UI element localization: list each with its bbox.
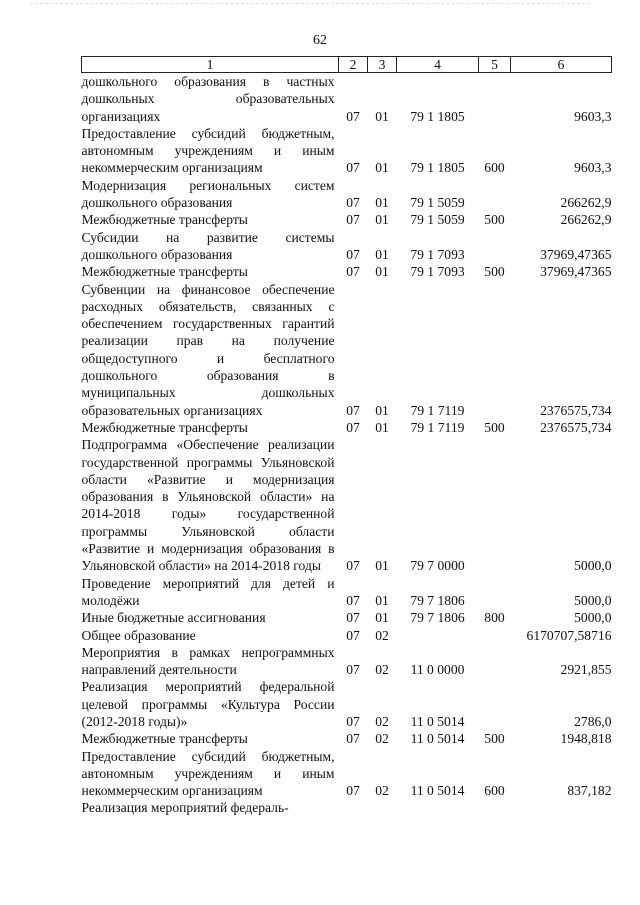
- row-expense-type: [479, 644, 511, 679]
- table-row: [82, 730, 612, 747]
- row-expense-type: [479, 627, 511, 644]
- row-target-code: 79 1 7119: [410, 419, 465, 435]
- row-subsection: 01: [375, 160, 389, 176]
- scan-artifact-line: [30, 3, 590, 10]
- row-section: 07: [346, 419, 360, 435]
- row-description: дошкольного образования в частных дошкольных образовательных организациях: [81, 74, 335, 124]
- row-target-code: 79 1 7093: [410, 264, 465, 280]
- row-amount: [511, 799, 612, 816]
- row-subsection: 01: [375, 419, 389, 435]
- row-subsection: 01: [375, 558, 389, 574]
- row-subsection: 02: [375, 662, 389, 678]
- row-section: 07: [346, 783, 360, 799]
- row-subsection: 01: [375, 195, 389, 211]
- row-subsection: 01: [375, 246, 389, 262]
- row-expense-type: [479, 678, 511, 730]
- table-row: [82, 678, 612, 730]
- table-row: [82, 263, 612, 280]
- row-section: 07: [346, 212, 360, 228]
- row-description: Межбюджетные трансферты: [81, 731, 248, 747]
- table-row: [82, 419, 612, 436]
- row-expense-type: [479, 281, 511, 419]
- header-col-5: 5: [479, 57, 511, 73]
- table-row: [82, 229, 612, 264]
- row-section: 07: [346, 108, 360, 124]
- table-row: [82, 436, 612, 574]
- row-subsection: 01: [375, 610, 389, 626]
- row-expense-type: [479, 575, 511, 610]
- row-target-code: 79 1 1805: [410, 160, 465, 176]
- row-amount: 37969,47365: [540, 246, 612, 262]
- row-description: Предоставление субсидий бюджетным, автономным учреждениям и иным некоммерческим организациям: [81, 748, 335, 799]
- row-subsection: 02: [375, 627, 389, 643]
- row-subsection: 02: [375, 713, 389, 729]
- row-amount: 5000,0: [574, 592, 612, 608]
- row-expense-type: [479, 799, 511, 816]
- row-amount: 2921,855: [560, 662, 612, 678]
- row-target-code: 79 1 1805: [410, 108, 465, 124]
- row-amount: 2786,0: [574, 713, 612, 729]
- row-target-code: 79 1 7093: [410, 246, 465, 262]
- table-row: [82, 211, 612, 228]
- row-expense-type: [479, 436, 511, 574]
- row-description: Проведение мероприятий для детей и молодёжи: [81, 575, 335, 608]
- page-number: 62: [313, 33, 327, 48]
- row-expense-type: 600: [484, 783, 505, 799]
- row-expense-type: 500: [484, 212, 505, 228]
- row-expense-type: 800: [484, 610, 505, 626]
- header-col-2: 2: [339, 57, 368, 73]
- row-description: Межбюджетные трансферты: [81, 212, 248, 228]
- row-expense-type: [479, 73, 511, 125]
- row-description: Мероприятия в рамках непрограммных направлений деятельности: [81, 644, 335, 678]
- row-section: 07: [346, 627, 360, 643]
- table-body: [82, 73, 612, 817]
- row-subsection: 01: [375, 592, 389, 608]
- table-row: [82, 748, 612, 800]
- row-amount: 37969,47365: [540, 264, 612, 280]
- header-col-6: 6: [511, 57, 612, 73]
- row-target-code: 79 7 1806: [410, 592, 465, 608]
- table-row: [82, 281, 612, 419]
- header-col-1: 1: [82, 57, 339, 73]
- row-expense-type: 500: [484, 731, 505, 747]
- table-header: [82, 57, 612, 73]
- row-amount: 266262,9: [560, 212, 612, 228]
- row-section: 07: [346, 662, 360, 678]
- row-description: Модернизация региональных систем дошкольного образования: [81, 177, 335, 211]
- row-description: Межбюджетные трансферты: [81, 419, 248, 435]
- table-row: [82, 627, 612, 644]
- row-description: Общее образование: [81, 627, 196, 643]
- row-subsection: 02: [375, 731, 389, 747]
- row-section: 07: [346, 264, 360, 280]
- row-amount: 837,182: [567, 783, 612, 799]
- row-section: 07: [346, 713, 360, 729]
- row-target-code: 79 7 0000: [410, 558, 465, 574]
- row-amount: 9603,3: [574, 160, 612, 176]
- row-target-code: 11 0 5014: [410, 713, 465, 729]
- row-description: Реализация мероприятий федераль-: [81, 800, 289, 816]
- row-amount: 1948,818: [560, 731, 612, 747]
- row-description: Межбюджетные трансферты: [81, 264, 248, 280]
- row-expense-type: [479, 177, 511, 212]
- row-subsection: 01: [375, 108, 389, 124]
- row-description: Подпрограмма «Обеспечение реализации государственной программы Ульяновской области «Развитие и модернизация образования в Ульяновской области» на 2014-2018 годы» государственной программы Ульяновской области «Развитие и модернизация образования в Ульяновской области» на 2014-2018 годы: [81, 437, 335, 574]
- table-row: [82, 73, 612, 125]
- row-subsection: 01: [375, 212, 389, 228]
- row-target-code: 11 0 0000: [410, 662, 465, 678]
- header-col-3: 3: [368, 57, 397, 73]
- row-target-code: 11 0 5014: [410, 783, 465, 799]
- row-section: [339, 799, 368, 816]
- row-amount: 2376575,734: [540, 402, 612, 418]
- row-description: Реализация мероприятий федеральной целевой программы «Культура России (2012-2018 годы)»: [81, 679, 335, 729]
- row-description: Иные бюджетные ассигнования: [81, 610, 266, 626]
- header-col-4: 4: [397, 57, 479, 73]
- row-expense-type: [479, 229, 511, 264]
- row-amount: 266262,9: [560, 195, 612, 211]
- row-target-code: 79 1 5059: [410, 212, 465, 228]
- row-subsection: [368, 799, 397, 816]
- table-row: [82, 609, 612, 626]
- row-target-code: 79 1 7119: [410, 402, 465, 418]
- table-row: [82, 125, 612, 177]
- row-description: Субсидии на развитие системы дошкольного образования: [81, 229, 335, 262]
- row-target-code: 79 1 5059: [410, 195, 465, 211]
- row-subsection: 02: [375, 783, 389, 799]
- row-amount: 2376575,734: [540, 419, 612, 435]
- table-row: [82, 575, 612, 610]
- row-expense-type: 500: [484, 419, 505, 435]
- row-expense-type: 600: [484, 160, 505, 176]
- row-section: 07: [346, 610, 360, 626]
- row-target-code: [397, 799, 479, 816]
- row-subsection: 01: [375, 264, 389, 280]
- row-section: 07: [346, 246, 360, 262]
- row-description: Предоставление субсидий бюджетным, автономным учреждениям и иным некоммерческим организациям: [81, 125, 335, 176]
- row-section: 07: [346, 195, 360, 211]
- row-amount: 5000,0: [574, 558, 612, 574]
- row-amount: 9603,3: [574, 108, 612, 124]
- row-section: 07: [346, 160, 360, 176]
- row-target-code: 11 0 5014: [410, 731, 465, 747]
- row-expense-type: 500: [484, 264, 505, 280]
- row-amount: 6170707,58716: [526, 627, 612, 643]
- budget-table: [81, 56, 612, 817]
- table-row: [82, 644, 612, 679]
- row-subsection: 01: [375, 402, 389, 418]
- row-section: 07: [346, 558, 360, 574]
- row-section: 07: [346, 731, 360, 747]
- row-target-code: [397, 627, 479, 644]
- table-row: [82, 799, 612, 816]
- row-target-code: 79 7 1806: [410, 610, 465, 626]
- row-description: Субвенции на финансовое обеспечение расходных обязательств, связанных с обеспечением государственных гарантий реализации прав на получение общедоступного и бесплатного дошкольного образования в муниципальных дошкольных образовательных организациях: [81, 281, 335, 418]
- row-amount: 5000,0: [574, 610, 612, 626]
- table-row: [82, 177, 612, 212]
- row-section: 07: [346, 402, 360, 418]
- row-section: 07: [346, 592, 360, 608]
